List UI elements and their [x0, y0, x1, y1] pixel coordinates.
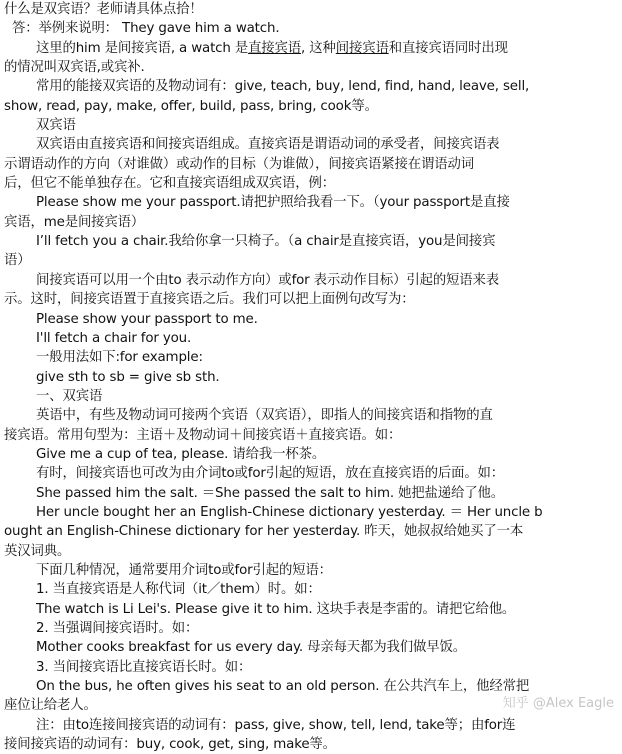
paragraph-line: 接宾语。常用句型为：主语＋及物动词＋间接宾语＋直接宾语。如： — [4, 427, 402, 443]
example-line: The watch is Li Lei's. Please give it to him. 这块手表是李雷的。请把它给他。 — [36, 601, 516, 617]
paragraph-line: 示。这时，间接宾语置于直接宾语之后。我们可以把上面例句改写为： — [4, 292, 415, 308]
document-body — [4, 0, 618, 754]
example-line: 宾语，me是间接宾语） — [4, 214, 145, 230]
underlined-term: 间接宾语 — [335, 40, 389, 56]
paragraph-line: 英语中，有些及物动词可接两个宾语（双宾语），即指人的间接宾语和指物的直 — [36, 408, 493, 424]
answer-example: They gave him a watch. — [122, 21, 280, 37]
example-line: She passed him the salt. ＝She passed the salt to him. 她把盐递给了他。 — [36, 485, 504, 501]
paragraph-line: 后，但它不能单独存在。它和直接宾语组成双宾语，例： — [4, 176, 336, 192]
text-span: 这里的him 是间接宾语, a watch 是 — [36, 40, 249, 56]
example-line: 座位让给老人。 — [4, 698, 97, 714]
case-line: 1. 当直接宾语是人称代词（it／them）时。如： — [36, 582, 321, 598]
example-line: Give me a cup of tea, please. 请给我一杯茶。 — [36, 446, 326, 462]
paragraph-line: show, read, pay, make, offer, build, pass, bring, cook等。 — [4, 98, 378, 114]
example-line: Mother cooks breakfast for us every day. 母亲每天都为我们做早饭。 — [36, 640, 466, 656]
case-line: 2. 当强调间接宾语时。如： — [36, 621, 199, 636]
paragraph-line: 双宾语由直接宾语和间接宾语组成。直接宾语是谓语动词的承受者，间接宾语表 — [36, 137, 500, 153]
paragraph-line: 一般用法如下:for example: — [36, 350, 203, 366]
example-line: 语） — [4, 253, 31, 269]
watermark-logo: 知乎 @Alex Eagle — [502, 696, 614, 711]
example-line: 英汉词典。 — [4, 543, 71, 559]
paragraph-line: 有时，间接宾语也可改为由介词to或for引起的短语，放在直接宾语的后面。如： — [36, 466, 505, 482]
example-line: Her uncle bought her an English-Chinese dictionary yesterday. ＝ Her uncle b — [36, 504, 543, 520]
example-line: I'll fetch a chair for you. — [36, 330, 192, 346]
section-heading: 双宾语 — [36, 118, 76, 134]
text-span: 和直接宾语同时出现 — [388, 40, 508, 56]
case-line: 3. 当间接宾语比直接宾语长时。如： — [36, 659, 252, 675]
answer-line — [4, 19, 618, 38]
example-line: ought an English-Chinese dictionary for her yesterday. 昨天，她叔叔给她买了一本 — [4, 524, 524, 540]
section-heading: 一、双宾语 — [36, 388, 103, 404]
note-line: 注：由to连接间接宾语的动词有：pass, give, show, tell, lend, take等；由for连 — [36, 717, 516, 733]
text-span: , 这种 — [301, 40, 336, 56]
paragraph-line: 下面几种情况，通常要用介词to或for引起的短语： — [36, 562, 332, 578]
formula-line: give sth to sb = give sb sth. — [36, 369, 220, 385]
answer-prefix: 答：举例来说明： — [12, 21, 118, 37]
paragraph-line — [4, 39, 618, 58]
example-line: Please show me your passport.请把护照给我看一下。（your passport是直接 — [36, 195, 510, 211]
example-line: On the bus, he often gives his seat to an old person. 在公共汽车上，他经常把 — [36, 679, 530, 695]
underlined-term: 直接宾语 — [248, 40, 302, 56]
paragraph-line: 间接宾语可以用一个由to 表示动作方向）或for 表示动作目标）引起的短语来表 — [36, 272, 500, 288]
note-line: 接间接宾语的动词有：buy, cook, get, sing, make等。 — [4, 737, 336, 753]
paragraph-line: 示谓语动作的方向（对谁做）或动作的目标（为谁做），间接宾语紧接在谓语动词 — [4, 156, 474, 172]
question-title: 什么是双宾语？老师请具体点拾！ — [4, 2, 203, 17]
example-line: Please show your passport to me. — [36, 311, 258, 327]
example-line: I’ll fetch you a chair.我给你拿一只椅子。（a chair是直接宾语，you是间接宾 — [36, 234, 496, 250]
paragraph-line: 的情况叫双宾语,或宾补. — [4, 60, 145, 76]
paragraph-line: 常用的能接双宾语的及物动词有：give, teach, buy, lend, find, hand, leave, sell, — [36, 79, 530, 95]
